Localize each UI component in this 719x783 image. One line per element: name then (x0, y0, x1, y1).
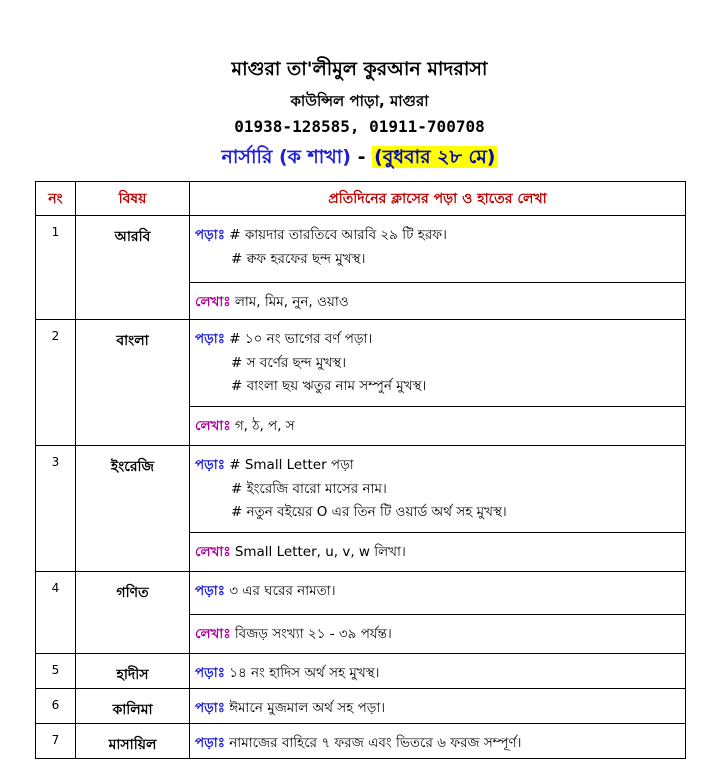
row-number: 4 (36, 572, 76, 654)
subject-name: কালিমা (76, 689, 190, 724)
read-text: # ১০ নং ভাগের বর্ণ পড়া। (229, 331, 373, 347)
subject-name: হাদীস (76, 654, 190, 689)
read-label: পড়াঃ (195, 331, 225, 347)
read-label: পড়াঃ (195, 227, 225, 243)
row-number: 5 (36, 654, 76, 689)
read-label: পড়াঃ (195, 700, 225, 716)
read-text: # স বর্ণের ছন্দ মুখস্থ। (231, 354, 347, 371)
table-header-row (36, 182, 686, 216)
write-label: লেখাঃ (195, 544, 231, 560)
read-cell (190, 446, 686, 533)
table-row (36, 689, 686, 724)
row-number: 3 (36, 446, 76, 572)
subject-name: মাসায়িল (76, 724, 190, 759)
read-line (195, 732, 679, 756)
write-text: লাম, মিম, নুন, ওয়াও (234, 294, 349, 310)
read-line (195, 662, 679, 686)
read-text: ৩ এর ঘরের নামতা। (229, 583, 336, 599)
class-name: নার্সারি (ক শাখা) (221, 146, 351, 168)
subject-name: আরবি (76, 216, 190, 320)
read-cell (190, 654, 686, 689)
read-line (195, 352, 679, 376)
read-cell (190, 572, 686, 615)
read-line (195, 697, 679, 721)
read-line (195, 328, 679, 352)
read-text: নামাজের বাহিরে ৭ ফরজ এবং ভিতরে ৬ ফরজ সম্পূর্ণ। (229, 735, 522, 751)
read-text: ১৪ নং হাদিস অর্থ সহ মুখস্থ। (229, 665, 380, 681)
table-row (36, 446, 686, 533)
read-line (195, 454, 679, 478)
read-text: # কায়দার তারতিবে আরবি ২৯ টি হরফ। (229, 227, 447, 243)
read-label: পড়াঃ (195, 665, 225, 681)
table-row (36, 320, 686, 407)
subject-name: গণিত (76, 572, 190, 654)
table-row (36, 724, 686, 759)
read-label: পড়াঃ (195, 583, 225, 599)
class-date-line (0, 143, 719, 175)
subject-name: ইংরেজি (76, 446, 190, 572)
row-number: 1 (36, 216, 76, 320)
read-text: # Small Letter পড়া (229, 457, 354, 473)
read-cell (190, 724, 686, 759)
read-cell (190, 320, 686, 407)
read-line (195, 248, 679, 272)
read-text: # ক্বফ হরফের ছন্দ মুখস্থ। (231, 250, 366, 267)
read-cell (190, 216, 686, 283)
read-label: পড়াঃ (195, 735, 225, 751)
write-cell (190, 283, 686, 320)
row-number: 6 (36, 689, 76, 724)
read-line (195, 224, 679, 248)
write-cell (190, 407, 686, 446)
read-text: # ইংরেজি বারো মাসের নাম। (231, 480, 387, 497)
read-label: পড়াঃ (195, 457, 225, 473)
routine-table (35, 181, 686, 759)
table-row (36, 216, 686, 283)
read-line (195, 580, 679, 604)
write-label: লেখাঃ (195, 418, 231, 434)
row-number: 2 (36, 320, 76, 446)
separator: - (357, 146, 366, 168)
date-highlight: (বুধবার ২৮ মে) (374, 146, 496, 168)
subject-name: বাংলা (76, 320, 190, 446)
write-cell (190, 615, 686, 654)
write-cell (190, 533, 686, 572)
school-phone: 01938-128585, 01911-700708 (234, 117, 485, 136)
col-header-no: নং (36, 182, 76, 216)
read-text: ঈমানে মুজমাল অর্থ সহ পড়া। (229, 700, 386, 716)
table-row (36, 572, 686, 615)
write-text: গ, ঠ, প, স (234, 418, 295, 434)
read-line (195, 501, 679, 525)
school-name: মাগুরা তা'লীমুল কুরআন মাদরাসা (231, 58, 488, 80)
read-line (195, 375, 679, 399)
read-cell (190, 689, 686, 724)
table-row (36, 654, 686, 689)
col-header-subject: বিষয় (76, 182, 190, 216)
read-text: # নতুন বইয়ের O এর তিন টি ওয়ার্ড অর্থ সহ মুখস্থ। (231, 504, 507, 520)
read-line (195, 478, 679, 502)
school-address: কাউন্সিল পাড়া, মাগুরা (290, 92, 429, 110)
write-text: বিজড় সংখ্যা ২১ - ৩৯ পর্যন্ত। (234, 626, 392, 642)
col-header-content: প্রতিদিনের ক্লাসের পড়া ও হাতের লেখা (190, 182, 686, 216)
row-number: 7 (36, 724, 76, 759)
write-text: Small Letter, u, v, w লিখা। (234, 544, 406, 560)
write-label: লেখাঃ (195, 294, 231, 310)
write-label: লেখাঃ (195, 626, 231, 642)
read-text: # বাংলা ছয় ঋতুর নাম সম্পুর্ন মুখস্থ। (231, 378, 427, 394)
